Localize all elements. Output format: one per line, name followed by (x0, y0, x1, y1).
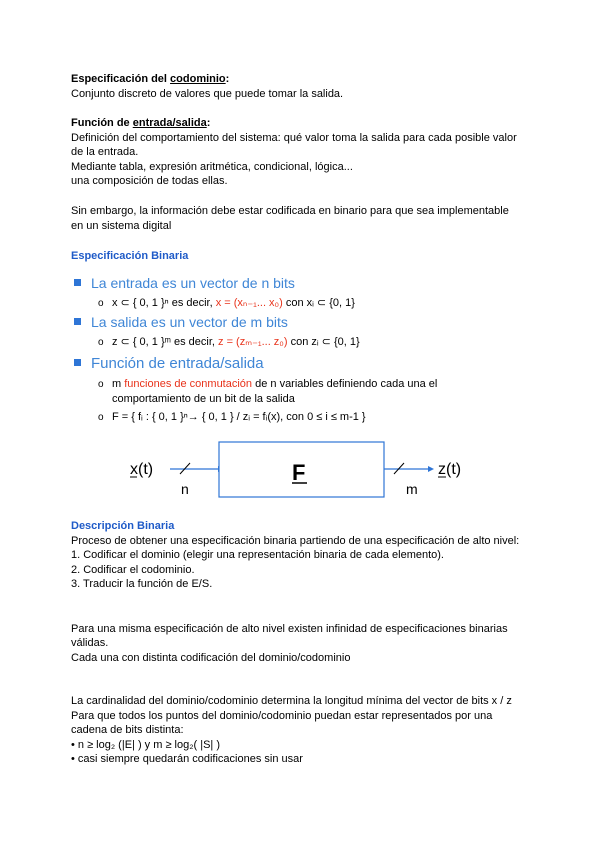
codominio-heading-underlined: codominio (170, 73, 226, 85)
bullet-funcion-text: Función de entrada/salida (91, 355, 264, 372)
sub-entrada-cond: con xᵢ ⊂ {0, 1} (282, 297, 355, 309)
bullet-entrada (74, 275, 295, 291)
cardinalidad-bullet-2: • casi siempre quedarán codificaciones sin usar (71, 753, 303, 765)
sub-salida (98, 335, 518, 350)
funcion-line-1: Definición del comportamiento del sistema: qué valor toma la salida para cada posible valor (71, 132, 517, 144)
codominio-heading-colon: : (225, 73, 230, 85)
circle-bullet-icon: o (98, 412, 104, 423)
F-block-label: F (292, 460, 306, 485)
sub-entrada (98, 296, 518, 311)
cardinalidad-line-2: Para que todos los puntos del dominio/codominio puedan estar representados por una (71, 710, 493, 722)
descripcion-item-1: 1. Codificar el dominio (elegir una representación binaria de cada elemento). (71, 549, 444, 561)
codominio-heading (71, 72, 531, 87)
square-bullet-icon (74, 359, 81, 366)
bullet-entrada-text: La entrada es un vector de n bits (91, 275, 295, 291)
sin-embargo-line-1: Sin embargo, la información debe estar codificada en binario para que sea implementable (71, 205, 509, 217)
sub-salida-vector: z = (zₘ₋₁... z₀) (218, 336, 288, 348)
bullet-funcion (74, 355, 264, 372)
output-label: z(t) (438, 461, 462, 478)
cardinalidad-line-3: cadena de bits distinta: (71, 724, 184, 736)
infinidad-line-2: válidas. (71, 637, 109, 649)
input-label: x(t) (130, 461, 154, 478)
cardinalidad-bullet-1: • n ≥ log₂ (|E| ) y m ≥ log₂( |S| ) (71, 739, 220, 751)
square-bullet-icon (74, 318, 81, 325)
cardinalidad-line-1: La cardinalidad del dominio/codominio determina la longitud mínima del vector de bits x / z (71, 695, 512, 707)
sub-funciones-line-2: comportamiento de un bit de la salida (112, 393, 295, 405)
sub-funciones-text-b: de n variables definiendo cada una el (252, 378, 438, 390)
bullet-salida (74, 314, 288, 330)
circle-bullet-icon: o (98, 337, 104, 348)
block-diagram (126, 438, 486, 500)
funcion-heading-colon: : (206, 117, 211, 129)
sub-funciones-text-a: m (112, 378, 125, 390)
sub-salida-cond: con zᵢ ⊂ {0, 1} (287, 336, 360, 348)
funcion-heading (71, 116, 531, 131)
descripcion-item-3: 3. Traducir la función de E/S. (71, 578, 213, 590)
funcion-heading-prefix: Función de (71, 117, 133, 129)
output-arrow-head (428, 466, 434, 472)
funcion-line-2: de la entrada. (71, 146, 139, 158)
sin-embargo-line-2: en un sistema digital (71, 220, 172, 232)
funcion-heading-underlined: entrada/salida (132, 117, 207, 129)
sub-F-definicion (98, 410, 518, 425)
funcion-line-3: Mediante tabla, expresión aritmética, condicional, lógica... (71, 161, 353, 173)
sub-F-definicion-text: F = { fᵢ : { 0, 1 }ⁿ→ { 0, 1 } / zᵢ = fᵢ(x), con 0 ≤ i ≤ m-1 } (112, 411, 366, 423)
bullet-salida-text: La salida es un vector de m bits (91, 314, 288, 330)
especificacion-binaria-heading: Especificación Binaria (71, 250, 189, 262)
input-width-label: n (181, 481, 189, 497)
sub-entrada-text: x ⊂ { 0, 1 }ⁿ es decir, (112, 297, 216, 309)
sub-entrada-vector: x = (xₙ₋₁... x₀) (215, 297, 283, 309)
infinidad-line-1: Para una misma especificación de alto nivel existen infinidad de especificaciones binarias (71, 623, 508, 635)
circle-bullet-icon: o (98, 379, 104, 390)
sub-funciones-highlight: funciones de conmutación (124, 378, 253, 390)
descripcion-item-2: 2. Codificar el codominio. (71, 564, 195, 576)
descripcion-line-1: Proceso de obtener una especificación binaria partiendo de una especificación de alto nivel: (71, 535, 520, 547)
funcion-line-4: una composición de todas ellas. (71, 175, 228, 187)
codominio-heading-prefix: Especificación del (71, 73, 171, 85)
infinidad-line-3: Cada una con distinta codificación del dominio/codominio (71, 652, 351, 664)
circle-bullet-icon: o (98, 298, 104, 309)
codominio-body: Conjunto discreto de valores que puede tomar la salida. (71, 88, 344, 100)
sub-funciones (98, 377, 518, 392)
output-width-label: m (406, 481, 418, 497)
descripcion-binaria-heading: Descripción Binaria (71, 520, 175, 532)
sub-salida-text: z ⊂ { 0, 1 }ᵐ es decir, (112, 336, 219, 348)
square-bullet-icon (74, 279, 81, 286)
block-diagram-svg (126, 438, 486, 500)
